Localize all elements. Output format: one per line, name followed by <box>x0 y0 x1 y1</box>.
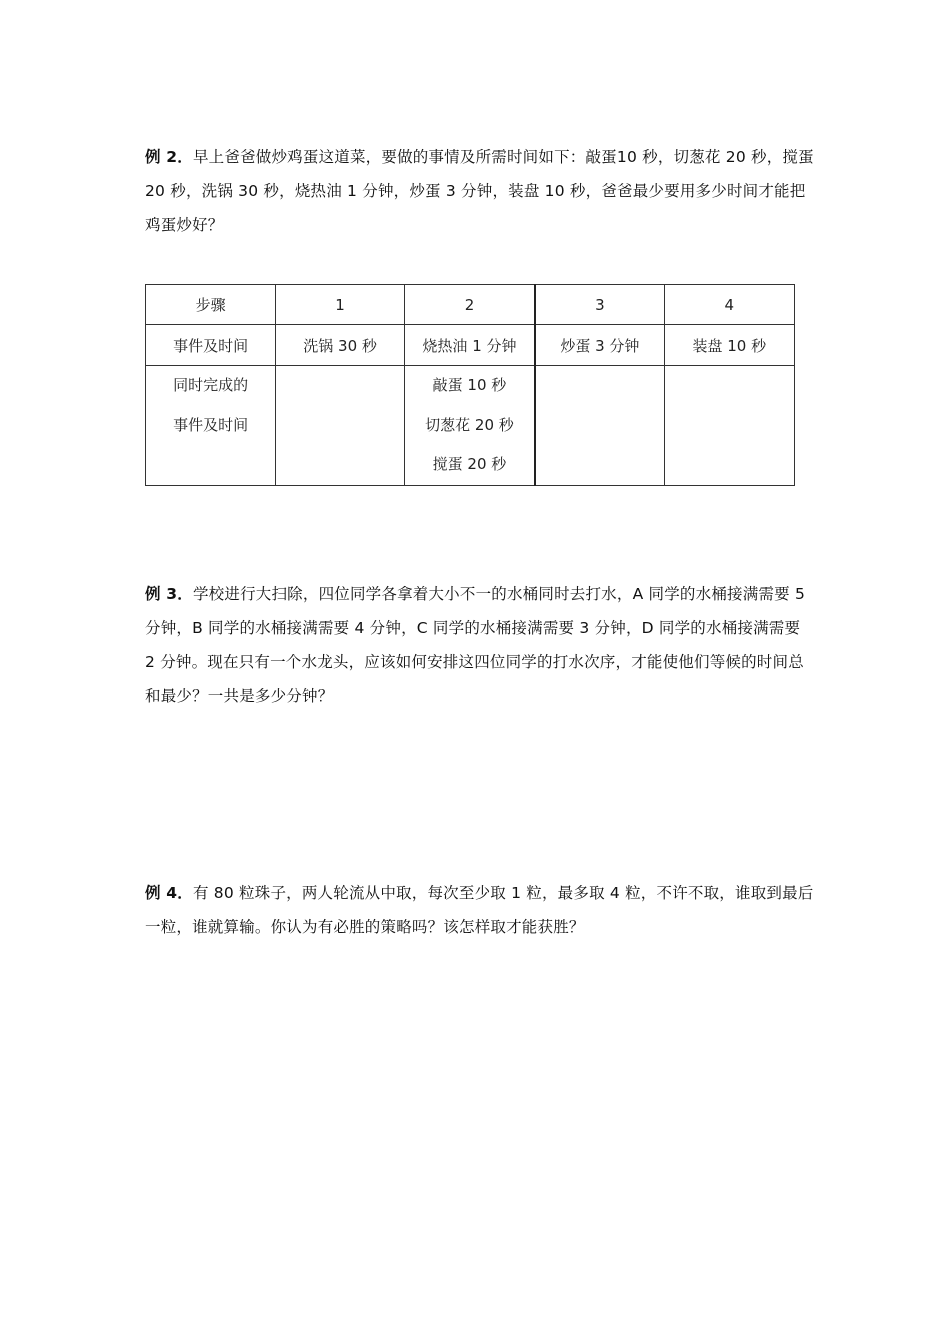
table-cell-simultaneous-label <box>146 366 276 486</box>
problem-3-label: 例 3． <box>145 585 193 603</box>
table-row-simultaneous <box>146 366 795 486</box>
simultaneous-label-line-1: 同时完成的 <box>173 376 249 394</box>
problem-2 <box>145 140 815 242</box>
table-header-step-1: 1 <box>276 285 404 325</box>
simultaneous-label-line-2: 事件及时间 <box>173 415 249 434</box>
problem-4 <box>145 876 815 944</box>
cooking-steps-table <box>145 284 795 486</box>
problem-2-label: 例 2． <box>145 148 193 166</box>
table-cell-events-label: 事件及时间 <box>146 325 276 366</box>
table-cell-simultaneous-1 <box>276 366 404 486</box>
table-cell-event-4: 装盘 10 秒 <box>664 325 794 366</box>
simultaneous-2-line-2: 切葱花 20 秒 <box>425 415 514 434</box>
simultaneous-2-line-3: 搅蛋 20 秒 <box>432 455 507 473</box>
table-cell-simultaneous-3 <box>535 366 664 486</box>
table-header-row <box>146 285 795 325</box>
table-header-step-2: 2 <box>404 285 535 325</box>
problem-3-text: 学校进行大扫除，四位同学各拿着大小不一的水桶同时去打水，A 同学的水桶接满需要 5 分钟，B 同学的水桶接满需要 4 分钟，C 同学的水桶接满需要 3 分钟，D 同学的水桶接满需要 2 分钟。现在只有一个水龙头，应该如何安排这四位同学的打水次序，才能使他们等候的时间总和最少？一共是多少分钟？ <box>145 585 806 705</box>
table-cell-event-2: 烧热油 1 分钟 <box>404 325 535 366</box>
simultaneous-2-line-1: 敲蛋 10 秒 <box>432 376 507 394</box>
table-cell-event-3: 炒蛋 3 分钟 <box>535 325 664 366</box>
problem-4-label: 例 4． <box>145 884 193 902</box>
table-header-steps: 步骤 <box>146 285 276 325</box>
problem-3 <box>145 577 815 713</box>
table-header-step-4: 4 <box>664 285 794 325</box>
problem-4-text: 有 80 粒珠子，两人轮流从中取，每次至少取 1 粒，最多取 4 粒，不许不取，谁取到最后一粒，谁就算输。你认为有必胜的策略吗？该怎样取才能获胜？ <box>145 884 814 936</box>
table-cell-event-1: 洗锅 30 秒 <box>276 325 404 366</box>
problem-2-text: 早上爸爸做炒鸡蛋这道菜，要做的事情及所需时间如下：敲蛋10 秒，切葱花 20 秒，搅蛋 20 秒，洗锅 30 秒，烧热油 1 分钟，炒蛋 3 分钟，装盘 10 秒，爸爸最少要用多少时间才能把鸡蛋炒好？ <box>145 148 814 234</box>
table-row-events <box>146 325 795 366</box>
table-header-step-3: 3 <box>535 285 664 325</box>
table-cell-simultaneous-4 <box>664 366 794 486</box>
table-cell-simultaneous-2 <box>404 366 535 486</box>
